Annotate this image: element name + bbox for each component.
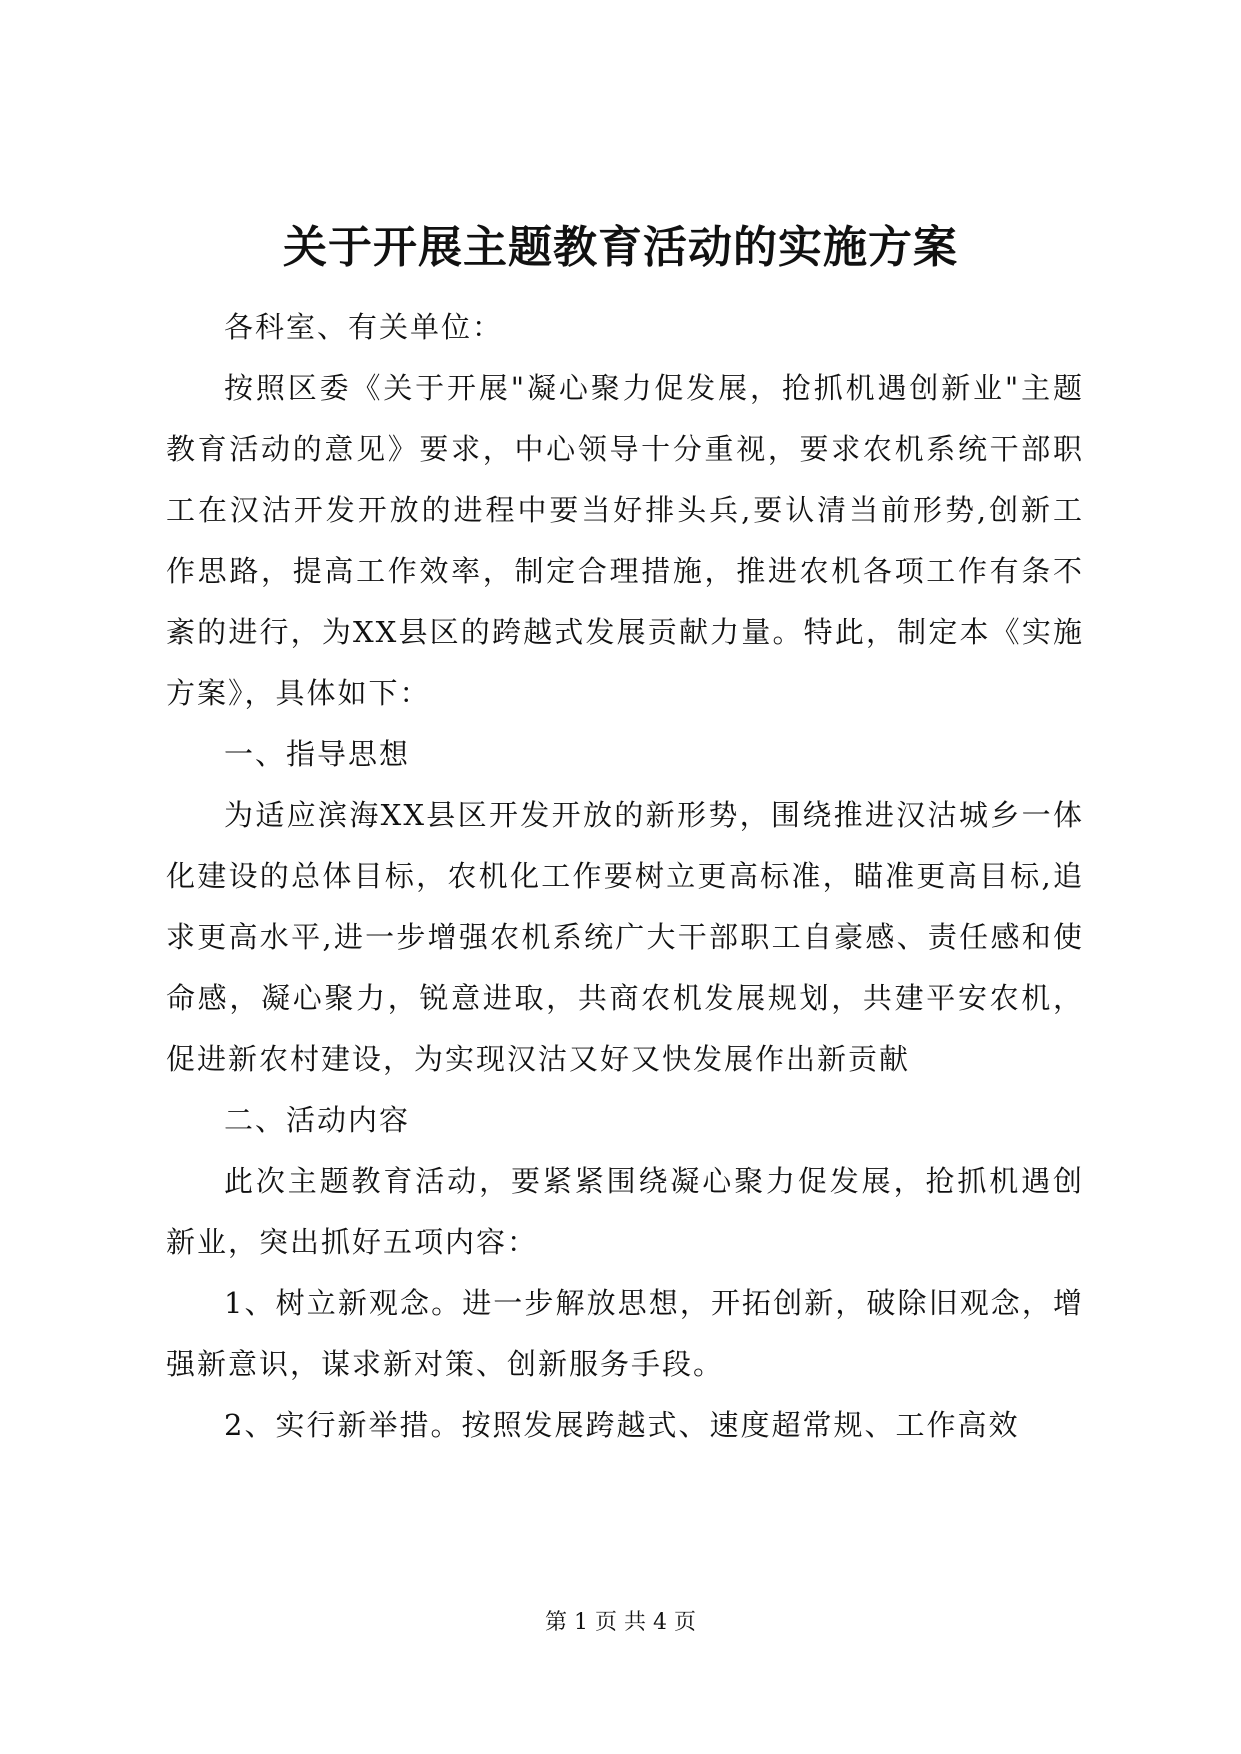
section-heading-activity-content: 二、活动内容: [224, 1103, 411, 1137]
document-body: [166, 297, 1084, 1456]
paragraph-intro: 按照区委《关于开展"凝心聚力促发展，抢抓机遇创新业"主题教育活动的意见》要求，中心领导十分重视，要求农机系统干部职工在汉沽开发开放的进程中要当好排头兵,要认清当前形势,创新工作思路，提高工作效率，制定合理措施，推进农机各项工作有条不紊的进行，为XX县区的跨越式发展贡献力量。特此，制定本《实施方案》，具体如下：: [166, 371, 1084, 710]
document-title: 关于开展主题教育活动的实施方案: [283, 222, 958, 273]
page-number-footer: 第 1 页 共 4 页: [545, 1610, 696, 1635]
list-item-new-concepts: 1、树立新观念。进一步解放思想，开拓创新，破除旧观念，增强新意识，谋求新对策、创新服务手段。: [166, 1286, 1084, 1381]
paragraph-guiding-ideology: 为适应滨海XX县区开发开放的新形势，围绕推进汉沽城乡一体化建设的总体目标，农机化工作要树立更高标准，瞄准更高目标,追求更高水平,进一步增强农机系统广大干部职工自豪感、责任感和使命感，凝心聚力，锐意进取，共商农机发展规划，共建平安农机，促进新农村建设，为实现汉沽又好又快发展作出新贡献: [166, 798, 1084, 1076]
list-item-new-measures: 2、实行新举措。按照发展跨越式、速度超常规、工作高效: [224, 1408, 1020, 1442]
paragraph-activity-content: 此次主题教育活动，要紧紧围绕凝心聚力促发展，抢抓机遇创新业，突出抓好五项内容：: [166, 1164, 1084, 1259]
paragraph-salutation: 各科室、有关单位：: [224, 310, 504, 344]
section-heading-guiding-ideology: 一、指导思想: [224, 737, 411, 771]
